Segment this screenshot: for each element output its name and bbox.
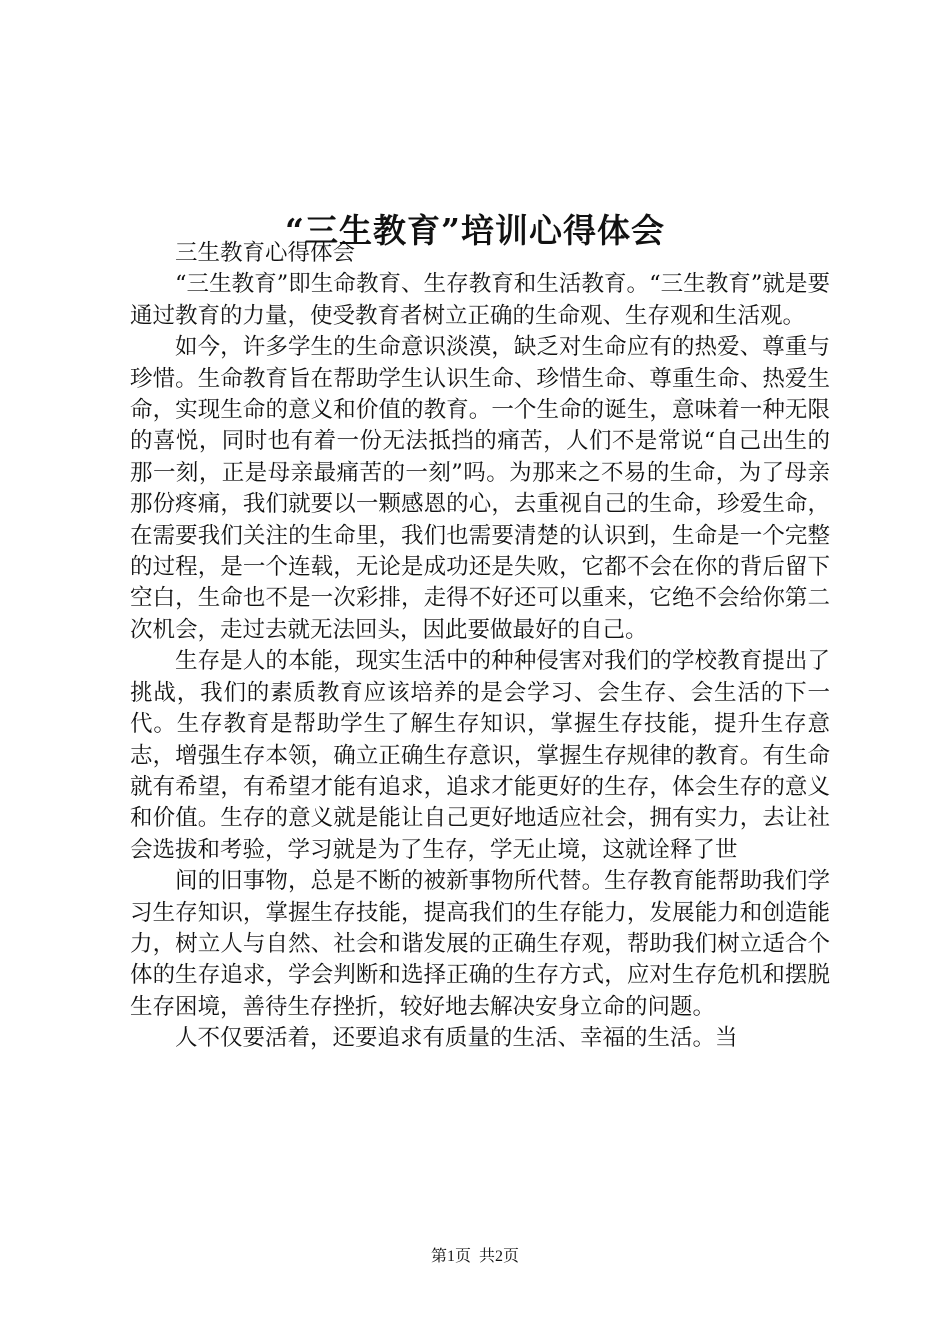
document-body xyxy=(130,238,830,1055)
paragraph-definition: “三生教育”即生命教育、生存教育和生活教育。“三生教育”就是要通过教育的力量，使受教育者树立正确的生命观、生存观和生活观。 xyxy=(130,271,830,329)
paragraph-survival-continued: 间的旧事物，总是不断的被新事物所代替。生存教育能帮助我们学习生存知识，掌握生存技能，提高我们的生存能力，发展能力和创造能力，树立人与自然、社会和谐发展的正确生存观，帮助我们树立适合个体的生存追求，学会判断和选择正确的生存方式，应对生存危机和摆脱生存困境，善待生存挫折，较好地去解决安身立命的问题。 xyxy=(130,868,830,1020)
paragraph-living-education: 人不仅要活着，还要追求有质量的生活、幸福的生活。当 xyxy=(175,1025,738,1052)
page-number-footer: 第1页 共2页 xyxy=(430,1248,519,1265)
paragraph-life-education: 如今，许多学生的生命意识淡漠，缺乏对生命应有的热爱、尊重与珍惜。生命教育旨在帮助学生认识生命、珍惜生命、尊重生命、热爱生命，实现生命的意义和价值的教育。一个生命的诞生，意味着一种无限的喜悦，同时也有着一份无法抵挡的痛苦，人们不是常说“自己出生的那一刻，正是母亲最痛苦的一刻”吗。为那来之不易的生命，为了母亲那份疼痛，我们就要以一颗感恩的心，去重视自己的生命，珍爱生命，在需要我们关注的生命里，我们也需要清楚的认识到，生命是一个完整的过程，是一个连载，无论是成功还是失败，它都不会在你的背后留下空白，生命也不是一次彩排，走得不好还可以重来，它绝不会给你第二次机会，走过去就无法回头，因此要做最好的自己。 xyxy=(130,334,830,643)
document-title: “三生教育”培训心得体会 xyxy=(285,211,665,251)
paragraph-survival-education: 生存是人的本能，现实生活中的种种侵害对我们的学校教育提出了挑战，我们的素质教育应该培养的是会学习、会生存、会生活的下一代。生存教育是帮助学生了解生存知识，掌握生存技能，提升生存意志，增强生存本领，确立正确生存意识，掌握生存规律的教育。有生命就有希望，有希望才能有追求，追求才能更好的生存，体会生存的意义和价值。生存的意义就是能让自己更好地适应社会，拥有实力，去让社会选拔和考验，学习就是为了生存，学无止境，这就诠释了世 xyxy=(130,648,830,863)
paragraph-subtitle: 三生教育心得体会 xyxy=(175,240,356,266)
